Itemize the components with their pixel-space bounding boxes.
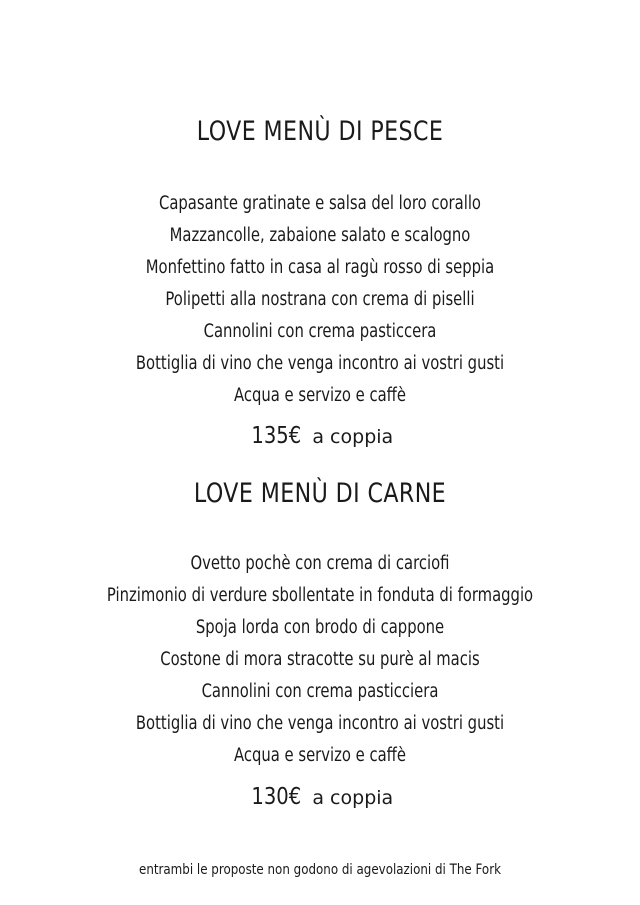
menu-item: Capasante gratinate e salsa del loro corallo <box>159 193 481 214</box>
menu-price-pesce <box>0 419 640 454</box>
menu-items-carne <box>0 548 640 772</box>
menu-item: Bottiglia di vino che venga incontro ai vostri gusti <box>135 353 505 374</box>
menu-section-pesce <box>0 116 640 148</box>
menu-item: Pinzimonio di verdure sbollentate in fonduta di formaggio <box>106 585 534 606</box>
footer-note: entrambi le proposte non godono di agevolazioni di The Fork <box>138 862 501 878</box>
price-line <box>0 419 640 454</box>
price-amount: 135€ <box>251 423 301 449</box>
menu-item: Mazzancolle, zabaione salato e scalogno <box>169 225 471 246</box>
price-line <box>0 780 640 815</box>
menu-item: Costone di mora stracotte su purè al macis <box>160 649 480 670</box>
menu-item: Monfettino fatto in casa al ragù rosso di seppia <box>145 257 495 278</box>
price-unit: a coppia <box>312 426 394 448</box>
price-unit: a coppia <box>312 787 394 809</box>
menu-items-pesce <box>0 188 640 412</box>
menu-item: Cannolini con crema pasticciera <box>201 681 439 702</box>
menu-item: Cannolini con crema pasticcera <box>203 321 437 342</box>
menu-title-pesce: LOVE MENÙ DI PESCE <box>196 116 444 147</box>
menu-item: Ovetto pochè con crema di carciofi <box>190 553 450 574</box>
menu-title-carne: LOVE MENÙ DI CARNE <box>193 478 447 509</box>
menu-price-carne <box>0 780 640 815</box>
menu-item: Acqua e servizo e caffè <box>234 385 406 406</box>
menu-item: Spoja lorda con brodo di cappone <box>195 617 445 638</box>
menu-item: Bottiglia di vino che venga incontro ai vostri gusti <box>135 713 505 734</box>
menu-item: Acqua e servizo e caffè <box>234 745 406 766</box>
price-amount: 130€ <box>251 784 301 810</box>
menu-section-carne <box>0 478 640 510</box>
menu-item: Polipetti alla nostrana con crema di piselli <box>165 289 475 310</box>
